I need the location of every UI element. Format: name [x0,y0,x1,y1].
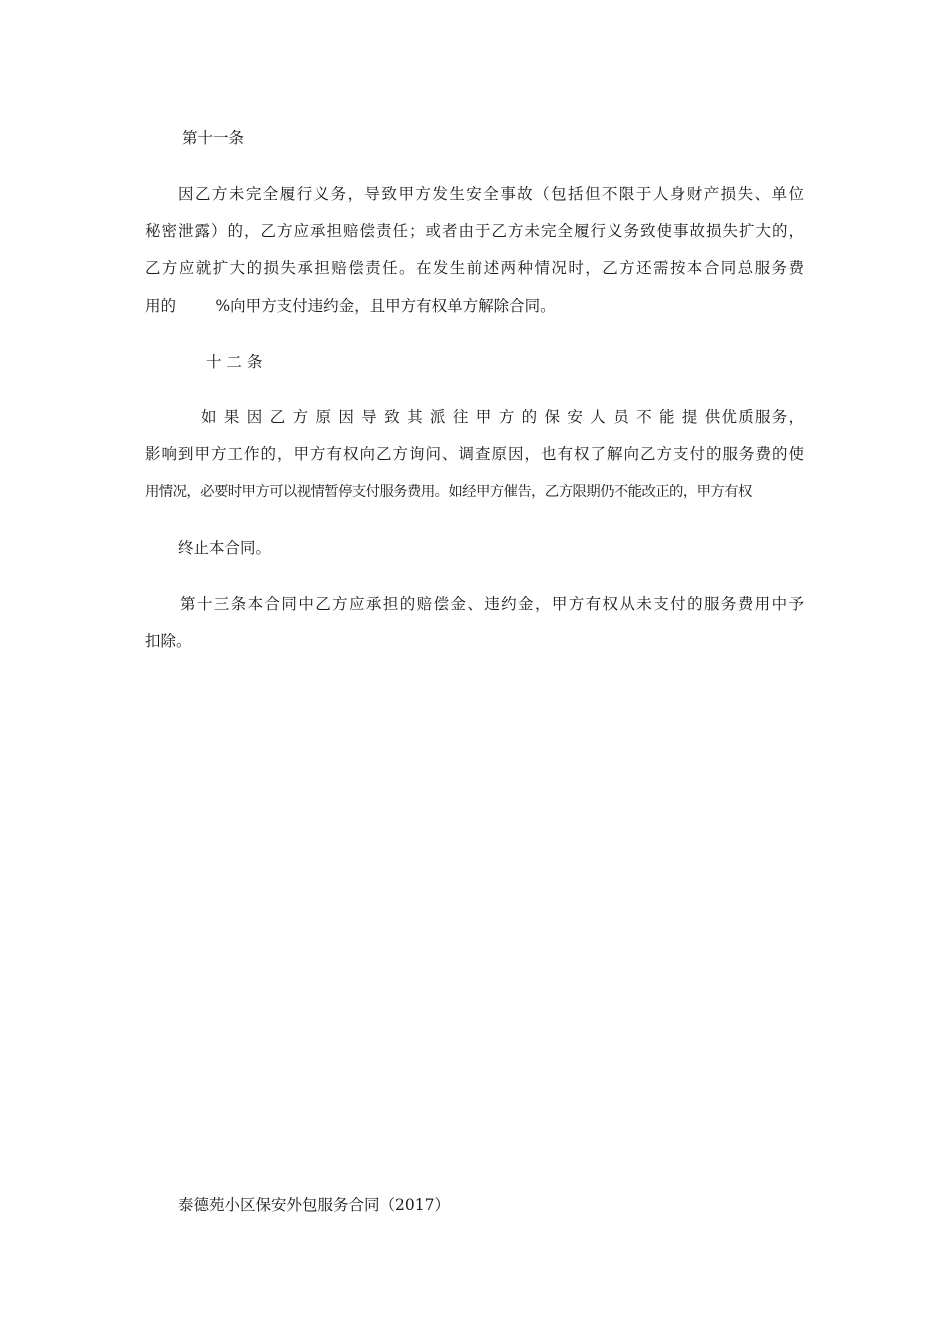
article-12-line-1: 如 果 因 乙 方 原 因 导 致 其 派 往 甲 方 的 保 安 人 员 不 能 提 供优质服务， [201,408,804,426]
article-12-line-3: 用情况，必要时甲方可以视情暂停支付服务费用。如经甲方催告，乙方限期仍不能改正的，甲方有权 [145,484,752,500]
article-11-line-2: 秘密泄露）的，乙方应承担赔偿责任；或者由于乙方未完全履行义务致使事故损失扩大的， [145,222,804,240]
article-13-line-1: 第十三条本合同中乙方应承担的赔偿金、违约金，甲方有权从未支付的服务费用中予 [180,595,804,613]
article-12-heading: 十 二 条 [206,353,263,371]
article-11-line-3: 乙方应就扩大的损失承担赔偿责任。在发生前述两种情况时，乙方还需按本合同总服务费 [145,259,804,277]
article-11-heading: 第十一条 [182,129,245,147]
article-13-line-2: 扣除。 [145,632,192,650]
article-11-line-1: 因乙方未完全履行义务，导致甲方发生安全事故（包括但不限于人身财产损失、单位 [178,185,804,203]
article-12-line-4: 终止本合同。 [178,539,272,557]
footer-title: 泰德苑小区保安外包服务合同（2017） [178,1196,450,1214]
article-11-line-4: 用的 %向甲方支付违约金，且甲方有权单方解除合同。 [145,297,556,315]
article-12-line-2: 影响到甲方工作的，甲方有权向乙方询问、调查原因，也有权了解向乙方支付的服务费的使 [145,445,804,463]
